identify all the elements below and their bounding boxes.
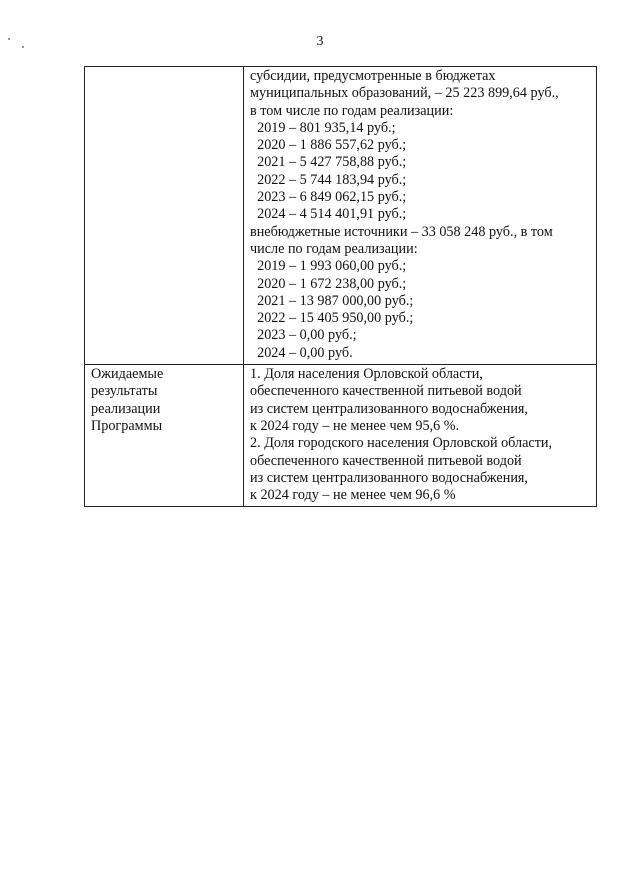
- text-line: 1. Доля населения Орловской области,: [250, 366, 483, 383]
- row-content-expected-results: [244, 365, 597, 507]
- label-line: реализации: [91, 400, 161, 417]
- text-line: 2. Доля городского населения Орловской области,: [250, 435, 553, 452]
- text-line: муниципальных образований, – 25 223 899,64 руб.,: [250, 85, 559, 102]
- scan-speck: [22, 46, 24, 48]
- text-line: 2021 – 13 987 000,00 руб.;: [250, 292, 414, 309]
- text-line: обеспеченного качественной питьевой водой: [250, 452, 522, 469]
- text-line: из систем централизованного водоснабжения,: [250, 400, 528, 417]
- text-line: к 2024 году – не менее чем 95,6 %.: [250, 417, 460, 434]
- text-line: 2021 – 5 427 758,88 руб.;: [250, 154, 407, 171]
- text-line: 2020 – 1 672 238,00 руб.;: [250, 275, 407, 292]
- text-line: к 2024 году – не менее чем 96,6 %: [250, 487, 456, 504]
- text-line: 2022 – 15 405 950,00 руб.;: [250, 310, 414, 327]
- row-label-expected-results: [85, 365, 244, 507]
- text-line: 2024 – 4 514 401,91 руб.;: [250, 206, 407, 223]
- text-line: 2023 – 0,00 руб.;: [250, 327, 357, 344]
- program-passport-table: [84, 66, 597, 507]
- label-line: Программы: [91, 417, 163, 434]
- page-number: 3: [316, 34, 324, 49]
- table-row-expected-results: [85, 365, 597, 507]
- label-line: результаты: [91, 383, 158, 400]
- text-line: 2019 – 801 935,14 руб.;: [250, 119, 396, 136]
- text-line: 2024 – 0,00 руб.: [250, 344, 353, 361]
- text-line: субсидии, предусмотренные в бюджетах: [250, 68, 496, 84]
- text-line: 2022 – 5 744 183,94 руб.;: [250, 171, 407, 188]
- text-line: внебюджетные источники – 33 058 248 руб., в том: [250, 223, 553, 240]
- label-line: Ожидаемые: [91, 366, 164, 383]
- text-line: обеспеченного качественной питьевой водой: [250, 383, 522, 400]
- row-content-financing: [244, 67, 597, 365]
- text-line: числе по годам реализации:: [250, 240, 418, 257]
- text-line: 2020 – 1 886 557,62 руб.;: [250, 137, 407, 154]
- text-line: 2019 – 1 993 060,00 руб.;: [250, 258, 407, 275]
- text-line: 2023 – 6 849 062,15 руб.;: [250, 189, 407, 206]
- scan-speck: [8, 38, 10, 40]
- table-row-financing: [85, 67, 597, 365]
- row-label-financing: [85, 67, 244, 365]
- text-line: в том числе по годам реализации:: [250, 102, 454, 119]
- text-line: из систем централизованного водоснабжения,: [250, 469, 528, 486]
